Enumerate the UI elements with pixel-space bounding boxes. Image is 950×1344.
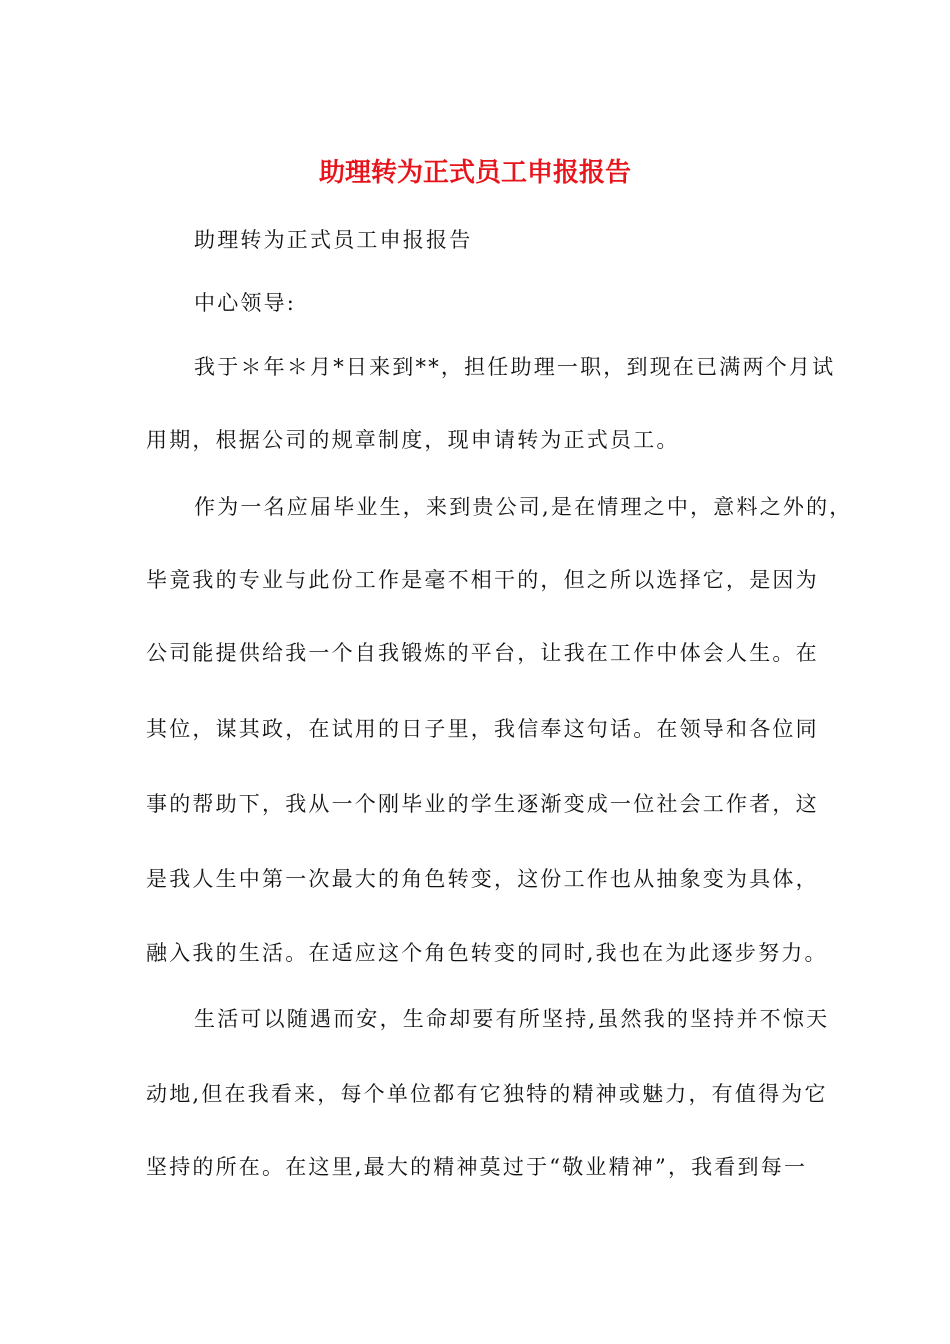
paragraph-2-line-1: 作为一名应届毕业生，来到贵公司,是在情理之中，意料之外的，: [194, 495, 853, 519]
paragraph-2-line-5: 事的帮助下，我从一个刚毕业的学生逐渐变成一位社会工作者，这: [146, 792, 819, 816]
paragraph-2-line-7: 融入我的生活。在适应这个角色转变的同时,我也在为此逐步努力。: [146, 941, 828, 965]
subtitle-line: 助理转为正式员工申报报告: [194, 228, 473, 252]
paragraph-2-line-3: 公司能提供给我一个自我锻炼的平台，让我在工作中体会人生。在: [146, 641, 819, 665]
paragraph-1-line-1: 我于＊年＊月*日来到**，担任助理一职，到现在已满两个月试: [194, 355, 836, 379]
paragraph-1-line-2: 用期，根据公司的规章制度，现申请转为正式员工。: [146, 428, 680, 452]
paragraph-3-line-3: 坚持的所在。在这里,最大的精神莫过于“敬业精神”，我看到每一: [146, 1155, 808, 1179]
paragraph-2-line-6: 是我人生中第一次最大的角色转变，这份工作也从抽象变为具体，: [146, 867, 819, 891]
salutation-line: 中心领导:: [194, 291, 297, 315]
paragraph-2-line-2: 毕竟我的专业与此份工作是毫不相干的，但之所以选择它，是因为: [146, 568, 819, 592]
paragraph-3-line-1: 生活可以随遇而安，生命却要有所坚持,虽然我的坚持并不惊天: [194, 1007, 830, 1031]
document-title: 助理转为正式员工申报报告: [318, 158, 631, 188]
paragraph-2-line-4: 其位，谋其政，在试用的日子里，我信奉这句话。在领导和各位同: [146, 717, 819, 741]
paragraph-3-line-2: 动地,但在我看来，每个单位都有它独特的精神或魅力，有值得为它: [146, 1082, 828, 1106]
